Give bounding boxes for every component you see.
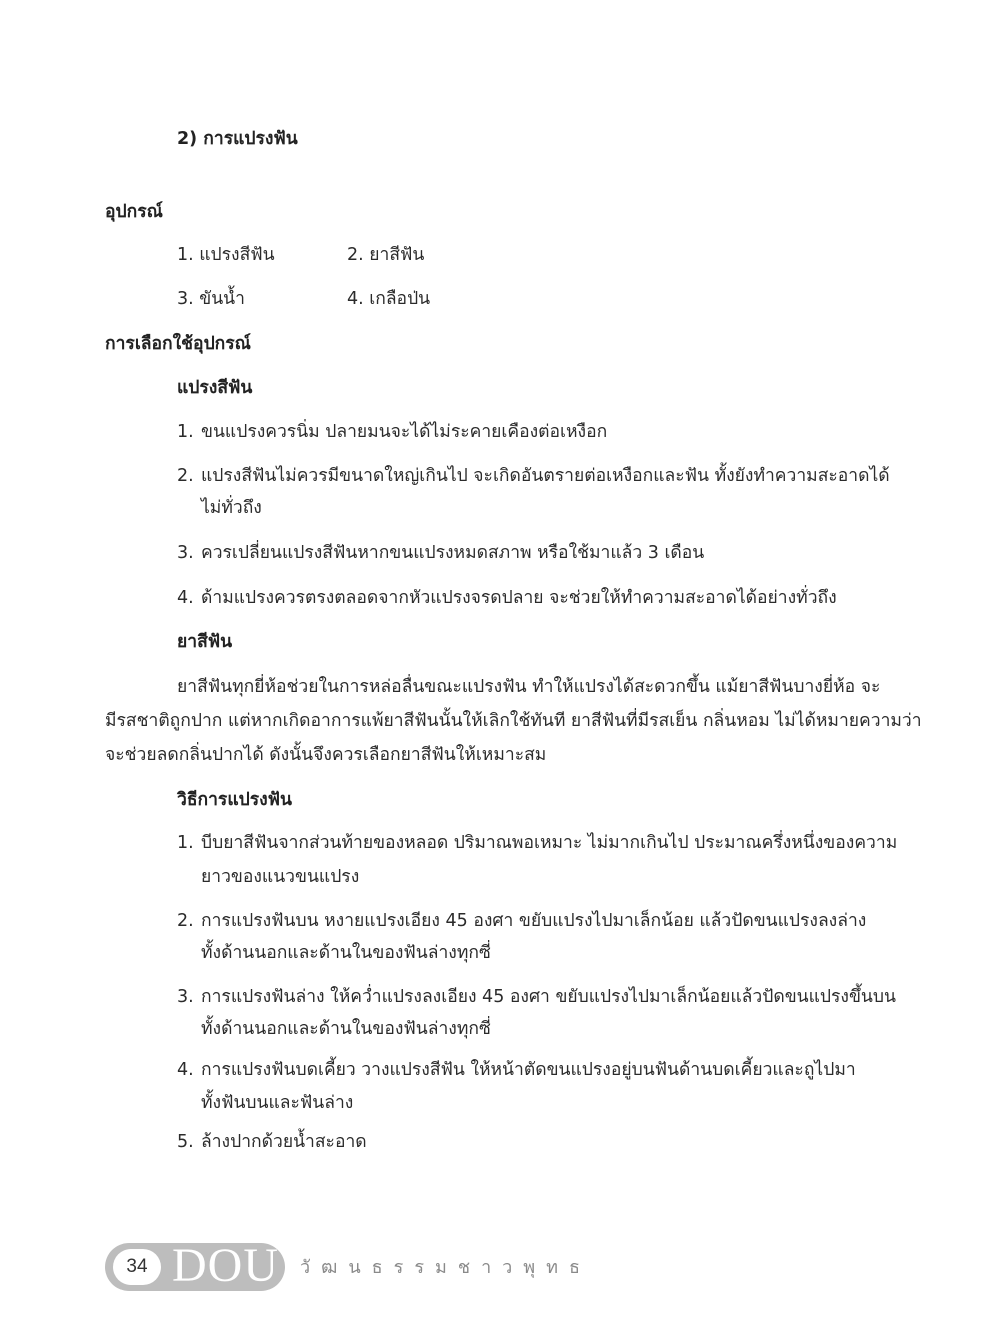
list-number: 1. [177, 833, 194, 853]
paragraph-line: ยาสีฟันทุกยี่ห้อช่วยในการหล่อลื่นขณะแปรงฟัน ทำให้แปรงได้สะดวกขึ้น แม้ยาสีฟันบางยี่ห้อ จะ [177, 677, 881, 697]
equipment-item: 1. แปรงสีฟัน [177, 245, 275, 265]
list-number: 1. [177, 422, 194, 442]
list-item: ควรเปลี่ยนแปรงสีฟันหากขนแปรงหมดสภาพ หรือใช้มาแล้ว 3 เดือน [201, 543, 705, 563]
list-number: 3. [177, 987, 194, 1007]
section-title: 2) การแปรงฟัน [177, 129, 298, 149]
list-item-continuation: ทั้งฟันบนและฟันล่าง [201, 1093, 354, 1113]
method-heading: วิธีการแปรงฟัน [177, 790, 293, 810]
toothpaste-heading: ยาสีฟัน [177, 632, 233, 652]
list-number: 3. [177, 543, 194, 563]
list-item: การแปรงฟันบน หงายแปรงเอียง 45 องศา ขยับแปรงไปมาเล็กน้อย แล้วปัดขนแปรงลงล่าง [201, 911, 867, 931]
equipment-item: 2. ยาสีฟัน [347, 245, 425, 265]
list-item-continuation: ยาวของแนวขนแปรง [201, 867, 360, 887]
equipment-item: 3. ขันน้ำ [177, 289, 245, 309]
list-item: ด้ามแปรงควรตรงตลอดจากหัวแปรงจรดปลาย จะช่วยให้ทำความสะอาดได้อย่างทั่วถึง [201, 588, 837, 608]
page-number: 34 [113, 1249, 161, 1285]
list-number: 4. [177, 588, 194, 608]
paragraph-line: จะช่วยลดกลิ่นปากได้ ดังนั้นจึงควรเลือกยาสีฟันให้เหมาะสม [105, 745, 547, 765]
list-item: ขนแปรงควรนิ่ม ปลายมนจะได้ไม่ระคายเคืองต่อเหงือก [201, 422, 608, 442]
list-number: 2. [177, 466, 194, 486]
equipment-heading: อุปกรณ์ [105, 202, 163, 222]
list-item: การแปรงฟันล่าง ให้คว่ำแปรงลงเอียง 45 องศา ขยับแปรงไปมาเล็กน้อยแล้วปัดขนแปรงขึ้นบน [201, 987, 896, 1007]
list-number: 4. [177, 1060, 194, 1080]
list-item: การแปรงฟันบดเคี้ยว วางแปรงสีฟัน ให้หน้าตัดขนแปรงอยู่บนฟันด้านบดเคี้ยวและถูไปมา [201, 1060, 856, 1080]
paragraph-line: มีรสชาติถูกปาก แต่หากเกิดอาการแพ้ยาสีฟันนั้นให้เลิกใช้ทันที ยาสีฟันที่มีรสเย็น กลิ่นหอม ไม่ได้หมายความว่า [105, 711, 922, 731]
list-item-continuation: ทั้งด้านนอกและด้านในของฟันล่างทุกซี่ [201, 943, 491, 963]
book-title: วัฒนธรรมชาวพุทธ [300, 1257, 592, 1278]
equipment-item: 4. เกลือป่น [347, 289, 431, 309]
toothbrush-heading: แปรงสีฟัน [177, 378, 253, 398]
list-item: บีบยาสีฟันจากส่วนท้ายของหลอด ปริมาณพอเหมาะ ไม่มากเกินไป ประมาณครึ่งหนึ่งของความ [201, 833, 898, 853]
selection-heading: การเลือกใช้อุปกรณ์ [105, 334, 251, 354]
list-item-continuation: ไม่ทั่วถึง [201, 498, 262, 518]
list-number: 2. [177, 911, 194, 931]
dou-logo: DOU [172, 1239, 279, 1292]
list-item: แปรงสีฟันไม่ควรมีขนาดใหญ่เกินไป จะเกิดอันตรายต่อเหงือกและฟัน ทั้งยังทำความสะอาดได้ [201, 466, 890, 486]
list-item-continuation: ทั้งด้านนอกและด้านในของฟันล่างทุกซี่ [201, 1019, 491, 1039]
list-number: 5. [177, 1132, 194, 1152]
list-item: ล้างปากด้วยน้ำสะอาด [201, 1132, 367, 1152]
